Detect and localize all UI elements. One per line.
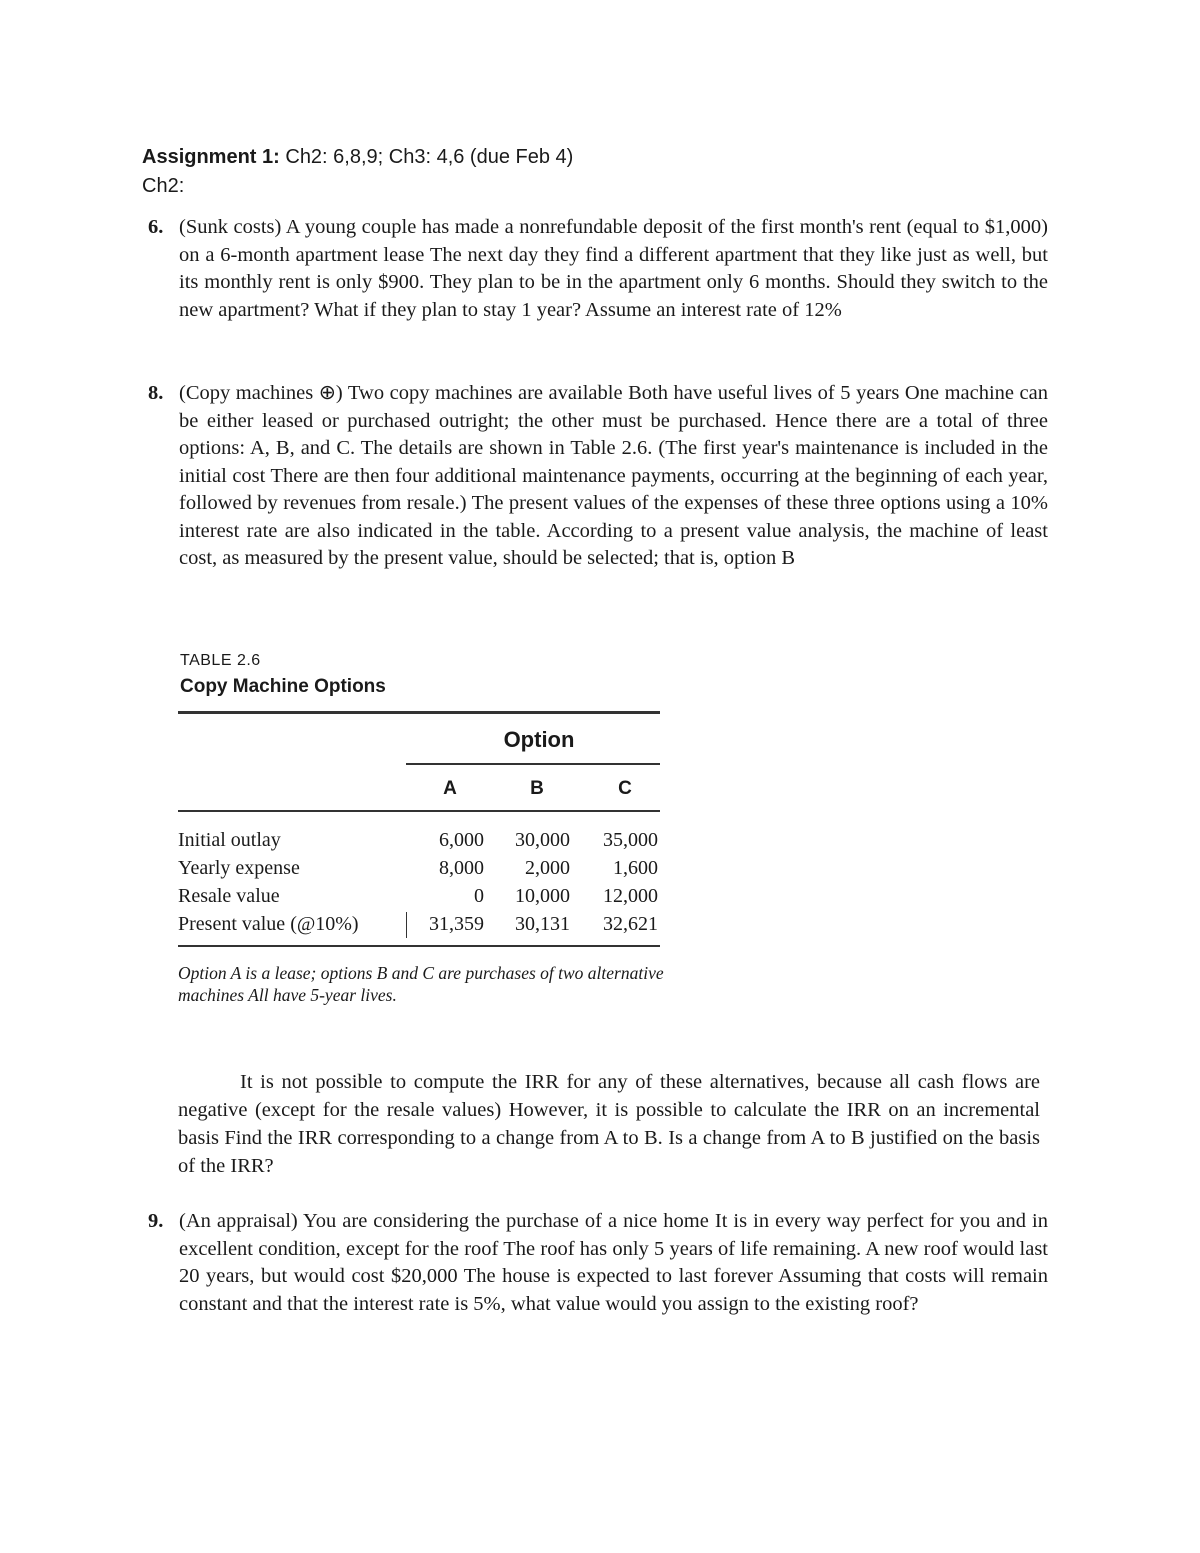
option-rule	[406, 763, 660, 765]
chapter-heading: Ch2:	[142, 175, 185, 197]
table-bottom-rule	[178, 945, 660, 947]
table-row	[178, 882, 660, 910]
assignment-details: Ch2: 6,8,9; Ch3: 4,6 (due Feb 4)	[279, 146, 574, 168]
row-label: Initial outlay	[178, 829, 281, 851]
table-footnote: Option A is a lease; options B and C are purchases of two alternative machines All have 5-year lives.	[178, 963, 664, 1005]
problem-text: (Sunk costs) A young couple has made a nonrefundable deposit of the first month's rent (equal to $1,000) on a 6-month apartment lease The next day they find a different apartment that they like just as well, but its monthly rent is only $900. They plan to be in the apartment only 6 months. Should they switch to the new apartment? What if they plan to stay 1 year? Assume an interest rate of 12%	[179, 216, 1048, 321]
option-header: Option	[503, 727, 575, 752]
table-caption	[180, 650, 386, 702]
cell-c: 35,000	[603, 829, 658, 851]
problem-number: 8.	[148, 382, 164, 404]
problem-text: (An appraisal) You are considering the purchase of a nice home It is in every way perfect for you and in excellent condition, except for the roof The roof has only 5 years of life remaining. A new roof would last 20 years, but would cost $20,000 The house is expected to last forever Assuming that costs will remain constant and that the interest rate is 5%, what value would you assign to the existing roof?	[179, 1210, 1048, 1315]
cell-c: 12,000	[603, 885, 658, 907]
problem-number: 6.	[148, 216, 164, 238]
table-row	[178, 854, 660, 882]
cell-a: 8,000	[439, 857, 484, 879]
assignment-line	[142, 143, 573, 172]
cell-a: 6,000	[439, 829, 484, 851]
irr-paragraph: It is not possible to compute the IRR for any of these alternatives, because all cash flows are negative (except for the resale values) However, it is possible to calculate the IRR on an incremental basis Find the IRR corresponding to a change from A to B. Is a change from A to B justified on the basis of the IRR?	[178, 1071, 1040, 1177]
table-row	[178, 826, 660, 854]
assignment-title: Assignment 1:	[142, 146, 280, 168]
cell-a: 0	[474, 885, 484, 907]
cell-c: 32,621	[603, 913, 658, 935]
table-body	[178, 826, 660, 938]
problem-number: 9.	[148, 1210, 164, 1232]
cell-b: 2,000	[525, 857, 570, 879]
table-row	[178, 910, 660, 938]
row-label: Yearly expense	[178, 857, 300, 879]
table-top-rule	[178, 711, 660, 714]
problem-9	[148, 1208, 1048, 1318]
document-header	[142, 143, 573, 201]
problem-6	[148, 214, 1048, 324]
problem-text: (Copy machines ⊕) Two copy machines are available Both have useful lives of 5 years One machine can be either leased or purchased outright; the other must be purchased. Hence there are a total of three options: A, B, and C. The details are shown in Table 2.6. (The first year's maintenance is included in the initial cost There are then four additional maintenance payments, occurring at the beginning of each year, followed by revenues from resale.) The present values of the expenses of these three options using a 10% interest rate are also indicated in the table. According to a present value analysis, the machine of least cost, as measured by the present value, should be selected; that is, option B	[179, 382, 1048, 569]
column-header-b: B	[530, 778, 544, 799]
cell-b: 10,000	[515, 885, 570, 907]
problem-8	[148, 380, 1048, 573]
row-label: Present value (@10%)	[178, 913, 359, 935]
row-label: Resale value	[178, 885, 280, 907]
cell-b: 30,000	[515, 829, 570, 851]
cell-b: 30,131	[515, 913, 570, 935]
present-value-divider	[406, 912, 407, 938]
table-label: TABLE 2.6	[180, 652, 261, 669]
header-rule	[178, 810, 660, 812]
table-title: Copy Machine Options	[180, 676, 386, 697]
column-header-c: C	[618, 778, 632, 799]
cell-c: 1,600	[613, 857, 658, 879]
cell-a: 31,359	[429, 913, 484, 935]
column-header-a: A	[443, 778, 457, 799]
